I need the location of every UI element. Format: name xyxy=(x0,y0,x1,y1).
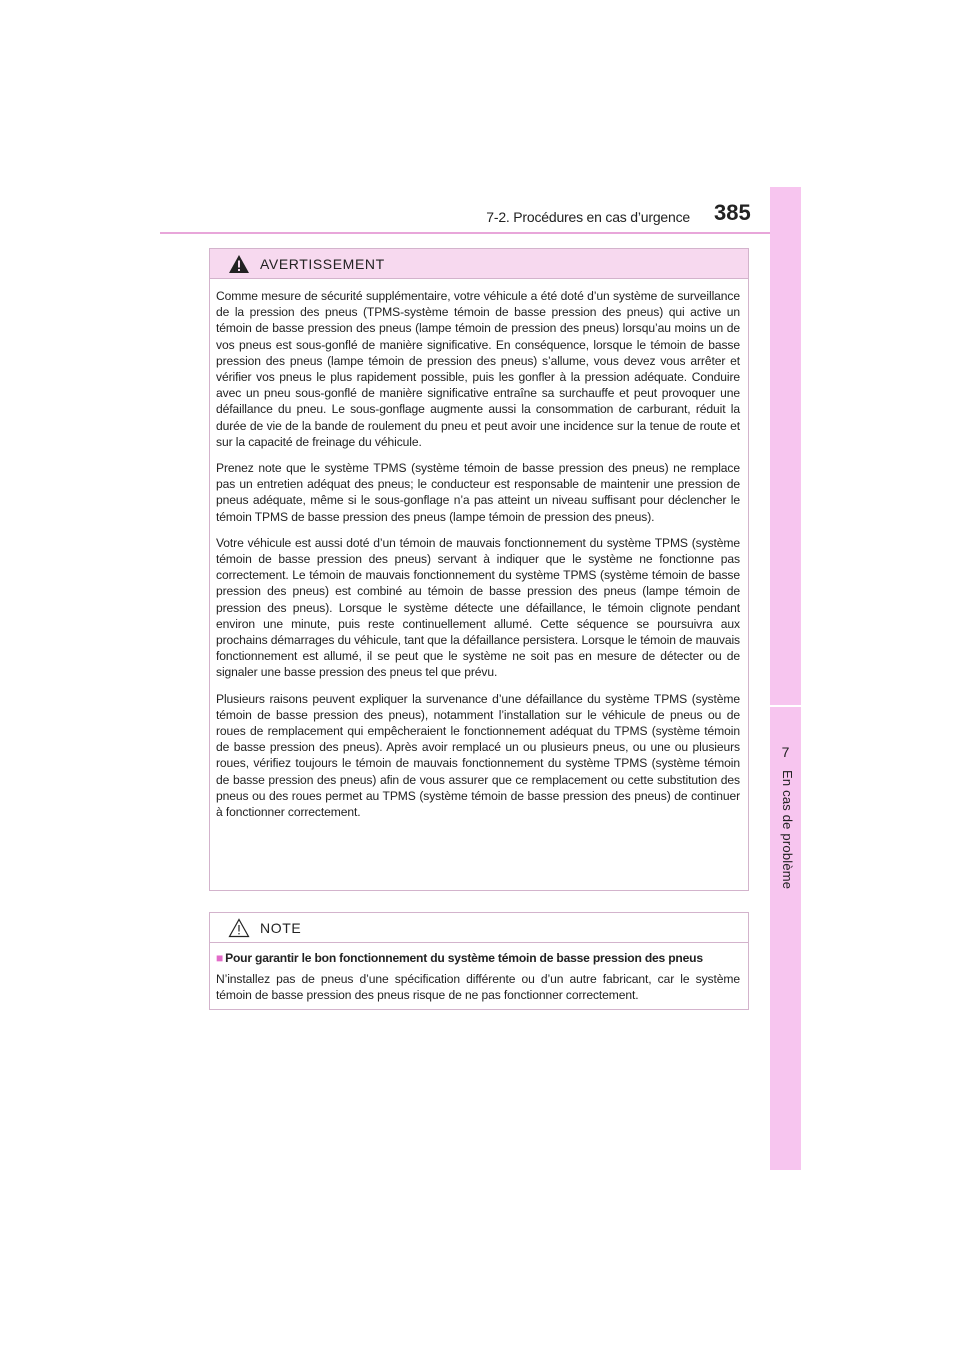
note-paragraph: N’installez pas de pneus d’une spécification différente ou d’un autre fabricant, car le système témoin de basse pression des pneus risque de ne pas fonctionner correctement. xyxy=(216,972,740,1003)
caution-triangle-outline-icon xyxy=(228,918,250,938)
warning-body xyxy=(210,279,748,828)
warning-paragraph: Votre véhicule est aussi doté d’un témoin de mauvais fonctionnement du système TPMS (système témoin de basse pression des pneus) servant à indiquer que le système ne fonctionne pas correctement. Le témoin de mauvais fonctionnement du système TPMS (système témoin de basse pression des pneus) est combiné au témoin de basse pression des pneus (lampe témoin de pression des pneus). Lorsque le système détecte une défaillance, le témoin clignote pendant environ une minute, puis reste continuellement allumé. Cette séquence se poursuivra aux prochains démarrages du véhicule, tant que la défaillance persistera. Lorsque le témoin de mauvais fonctionnement est allumé, il se peut que le système ne soit pas en mesure de détecter ou de signaler une basse pression des pneus tel que prévu. xyxy=(216,535,740,680)
note-subheading xyxy=(216,951,740,965)
warning-paragraph: Prenez note que le système TPMS (système témoin de basse pression des pneus) ne remplace pas un entretien adéquat des pneus; le conducteur est responsable de maintenir une pression de pneus adéquate, même si le sous-gonflage n’a pas atteint un niveau suffisant pour déclencher le témoin TPMS de basse pression des pneus (lampe témoin de pression des pneus). xyxy=(216,461,740,524)
side-tab-divider xyxy=(770,705,801,707)
subheading-marker: ■ xyxy=(216,951,224,965)
warning-header xyxy=(210,249,748,279)
warning-paragraph: Plusieurs raisons peuvent expliquer la survenance d’une défaillance du système TPMS (système témoin de basse pression des pneus), notamment l’installation sur le véhicule de pneus ou de roues de remplacement qui empêcheraient le fonctionnement adéquat du TPMS (système témoin de basse pression des pneus). Après avoir remplacé un ou plusieurs pneus, ou une ou plusieurs roues, vérifiez toujours le témoin de mauvais fonctionnement du système TPMS (système témoin de basse pression des pneus) afin de vous assurer que ce remplacement ou cette substitution des pneus ou des roues permet au TPMS (système témoin de basse pression des pneus) de continuer à fonctionner correctement. xyxy=(216,691,740,820)
note-header xyxy=(210,913,748,943)
note-box xyxy=(209,912,749,1010)
note-subheading-text: Pour garantir le bon fonctionnement du système témoin de basse pression des pneus xyxy=(225,951,703,965)
warning-triangle-icon xyxy=(228,254,250,274)
chapter-number: 7 xyxy=(781,744,790,760)
note-title: NOTE xyxy=(260,919,302,936)
page-number: 385 xyxy=(714,200,751,225)
header-rule xyxy=(160,232,770,234)
chapter-side-tab xyxy=(770,187,801,1170)
chapter-title: En cas de problème xyxy=(780,770,795,890)
section-heading: 7-2. Procédures en cas d’urgence xyxy=(486,209,690,225)
warning-box xyxy=(209,248,749,891)
warning-paragraph: Comme mesure de sécurité supplémentaire, votre véhicule a été doté d’un système de surveillance de la pression des pneus (TPMS-système témoin de basse pression des pneus) qui active un témoin de basse pression des pneus (lampe témoin de pression des pneus) lorsqu’au moins un de vos pneus est sous-gonflé de manière significative. En conséquence, lorsque le témoin de basse pression des pneus (lampe témoin de pression des pneus) s’allume, vous devez vous arrêter et vérifier vos pneus le plus rapidement possible, puis les gonfler à la pression adéquate. Conduire avec un pneu sous-gonflé de manière significative entraîne sa surchauffe et peut provoquer une défaillance du pneu. Le sous-gonflage augmente aussi la consommation de carburant, réduit la durée de vie de la bande de roulement du pneu et peut avoir une incidence sur la tenue de route et sur la capacité de freinage du véhicule. xyxy=(216,289,740,449)
warning-title: AVERTISSEMENT xyxy=(260,255,385,272)
note-body xyxy=(210,943,748,1009)
